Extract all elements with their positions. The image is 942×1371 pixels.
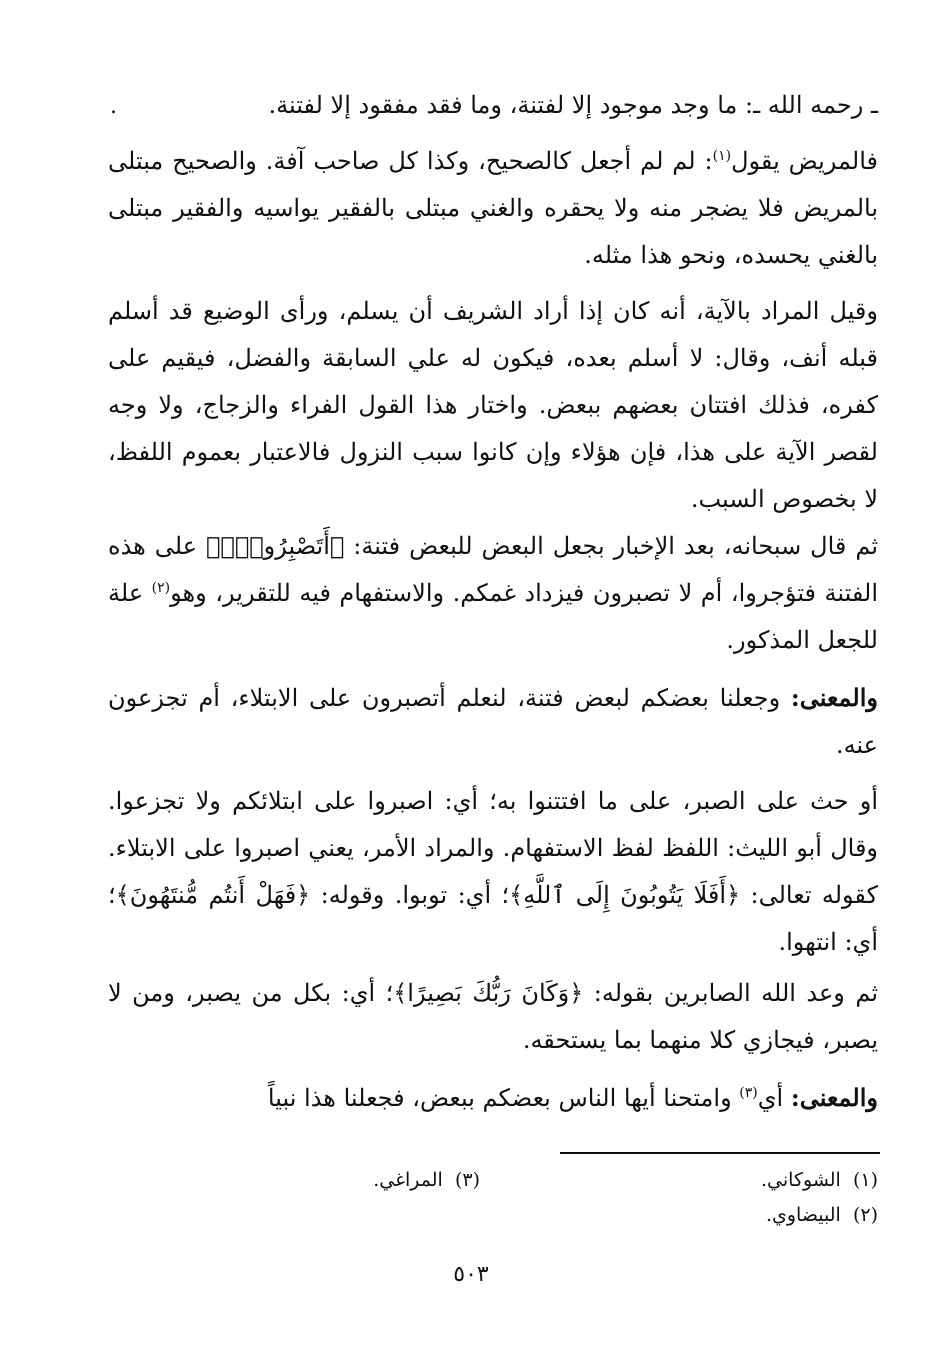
footnote-ref: (١)	[712, 148, 732, 164]
footnote-2	[766, 1203, 878, 1227]
footnote-text: البيضاوي.	[765, 1204, 841, 1226]
paragraph-interpretation	[108, 288, 878, 523]
paragraph-text: أو حث على الصبر، على ما افتتنوا به؛ أي: اصبروا على ابتلائكم ولا تجزعوا. وقال أبو الليث: اللفظ لفظ الاستفهام. والمراد الأمر، يعني اصبروا على الابتلاء. كقوله تعالى: ﴿أَفَلَا يَتُوبُونَ إِلَى ٱللَّهِ﴾؛ أي: توبوا. وقوله: ﴿فَهَلْ أَنتُم مُّنتَهُونَ﴾؛ أي: انتهوا.	[108, 787, 878, 956]
paragraph-promise	[108, 970, 878, 1064]
paragraph-text: علة للجعل المذكور.	[108, 579, 878, 654]
paragraph-meaning-1	[108, 674, 878, 769]
footnote-divider	[560, 1152, 880, 1154]
paragraph-text: فالمريض يقول	[731, 147, 878, 175]
paragraph-text: : لم لم أجعل كالصحيح، وكذا كل صاحب آفة. والصحيح مبتلى بالمريض فلا يضجر منه ولا يحقره والغني مبتلى بالفقير يواسيه والفقير مبتلى بالغني يحسده، ونحو هذا مثله.	[108, 147, 878, 269]
paragraph-patient	[108, 138, 878, 279]
footnote-number: (٢)	[852, 1204, 878, 1226]
margin-dot: .	[110, 94, 117, 119]
paragraph-exhortation	[108, 778, 878, 966]
footnote-text: الشوكاني.	[761, 1169, 841, 1191]
meaning-term: والمعنى:	[790, 1083, 878, 1112]
footnote-number: (٣)	[454, 1169, 480, 1191]
meaning-term: والمعنى:	[790, 683, 878, 712]
paragraph-patience-question	[108, 523, 878, 664]
footnote-ref: (٢)	[151, 580, 171, 596]
paragraph-text: وامتحنا أيها الناس بعضكم ببعض، فجعلنا هذا نبياً	[267, 1084, 740, 1112]
page-number: ٥٠٣	[453, 1262, 489, 1287]
paragraph-text: ـ رحمه الله ـ: ما وجد موجود إلا لفتنة، وما فقد مفقود إلا لفتنة.	[268, 91, 878, 119]
footnote-3	[373, 1168, 480, 1192]
footnote-number: (١)	[852, 1169, 878, 1191]
paragraph-meaning-2	[108, 1074, 878, 1122]
footnote-1	[761, 1168, 878, 1192]
footnote-ref: (٣)	[739, 1085, 758, 1101]
footnote-text: المراغي.	[373, 1169, 443, 1191]
paragraph-text: وجعلنا بعضكم لبعض فتنة، لنعلم أتصبرون على الابتلاء، أم تجزعون عنه.	[108, 684, 878, 759]
paragraph-text: وقيل المراد بالآية، أنه كان إذا أراد الشريف أن يسلم، ورأى الوضيع قد أسلم قبله أنف، وقال: لا أسلم بعده، فيكون له علي السابقة والفضل، فيقيم على كفره، فذلك افتتان بعضهم ببعض. واختار هذا القول الفراء والزجاج، ولا وجه لقصر الآية على هذا، فإن هؤلاء وإن كانوا سبب النزول فالاعتبار بعموم اللفظ، لا بخصوص السبب.	[108, 297, 878, 513]
paragraph-text: ثم قال سبحانه، بعد الإخبار بجعل البعض للبعض فتنة: ﴿أَتَصْبِرُونَۗ﴾ على هذه الفتنة فتؤجروا، أم لا تصبرون فيزداد غمكم. والاستفهام فيه للتقرير، وهو	[108, 532, 879, 607]
paragraph-text: ثم وعد الله الصابرين بقوله: ﴿وَكَانَ رَبُّكَ بَصِيرًا﴾؛ أي: بكل من يصبر، ومن لا يصبر، فيجازي كلا منهما بما يستحقه.	[108, 979, 878, 1054]
paragraph-continuation	[108, 82, 878, 129]
paragraph-text: أي	[757, 1084, 791, 1112]
